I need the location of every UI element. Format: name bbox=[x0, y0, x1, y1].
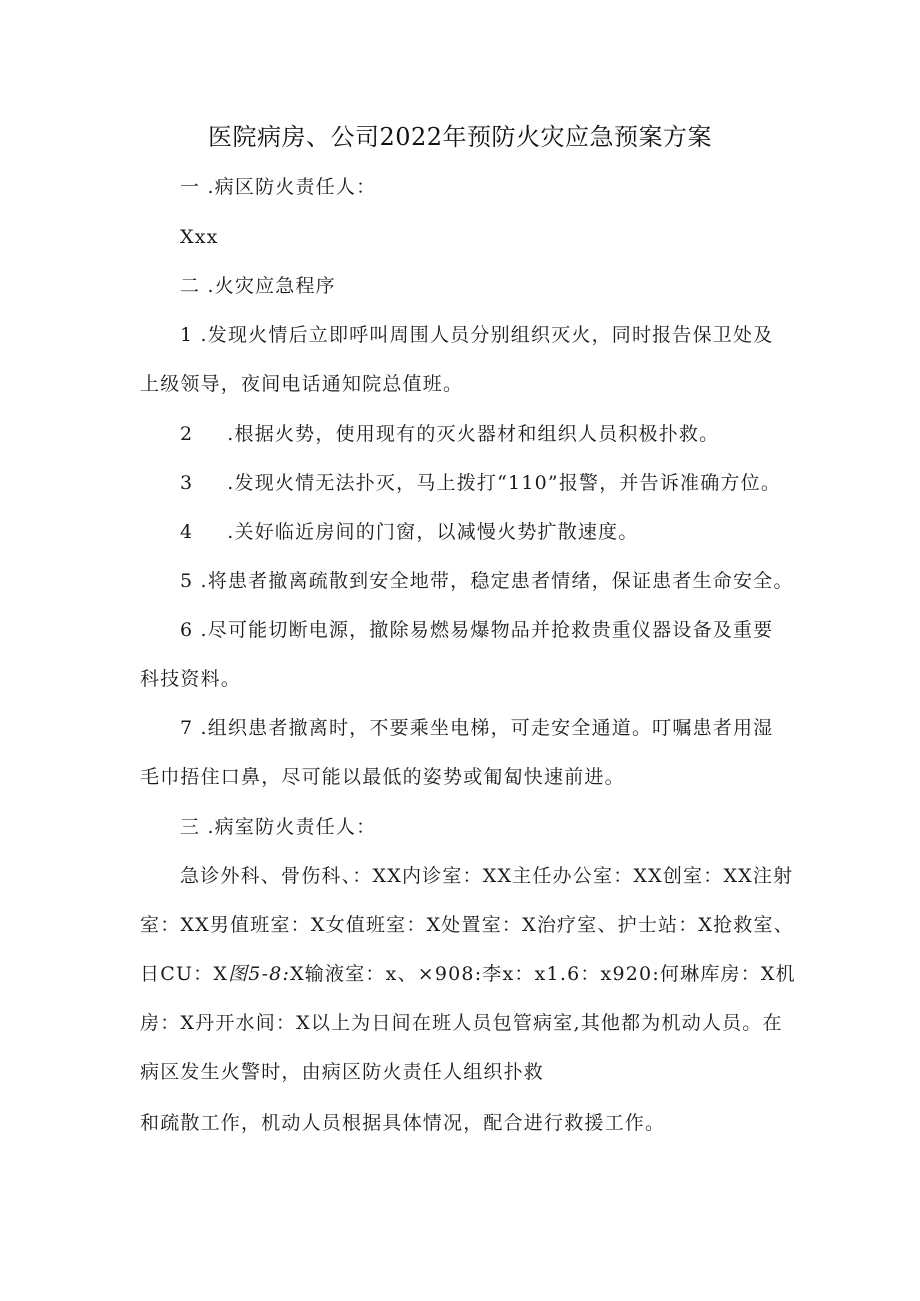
p3-line3-end: X输液室：x、×908:李x：x1.6：x920:何琳库房：X机 bbox=[290, 963, 796, 985]
item2 bbox=[180, 421, 719, 447]
item7-line1: 7 .组织患者撤离时，不要乘坐电梯，可走安全通道。叮嘱患者用湿 bbox=[180, 717, 774, 739]
figure-reference: 图5-8: bbox=[228, 963, 291, 985]
item1-line2: 上级领导，夜间电话通知院总值班。 bbox=[140, 373, 464, 395]
item3-number: 3 bbox=[180, 472, 194, 494]
item7-line2: 毛巾捂住口鼻，尽可能以最低的姿势或匍匐快速前进。 bbox=[140, 766, 625, 788]
item2-text: .根据火势，使用现有的灭火器材和组织人员积极扑救。 bbox=[227, 423, 720, 445]
p3-line3 bbox=[140, 961, 796, 987]
item2-number: 2 bbox=[180, 423, 194, 445]
section1-heading: 一 .病区防火责任人： bbox=[180, 176, 377, 198]
item6-line2: 科技资料。 bbox=[140, 668, 242, 690]
document-title: 医院病房、公司2022年预防火灾应急预案方案 bbox=[207, 123, 713, 151]
item3-text: .发现火情无法扑灭，马上拨打“110”报警，并告诉准确方位。 bbox=[227, 472, 782, 494]
section1-person: Xxx bbox=[180, 226, 219, 248]
p3-line5: 病区发生火警时，由病区防火责任人组织扑救 bbox=[140, 1061, 545, 1083]
p3-line3-start: 日CU：X bbox=[140, 963, 229, 985]
item1-line1: 1 .发现火情后立即呼叫周围人员分别组织灭火，同时报告保卫处及 bbox=[180, 324, 774, 346]
item4-number: 4 bbox=[180, 521, 194, 543]
item5: 5 .将患者撤离疏散到安全地带，稳定患者情绪，保证患者生命安全。 bbox=[180, 570, 794, 592]
item3 bbox=[180, 470, 781, 496]
item4 bbox=[180, 519, 639, 545]
item4-text: .关好临近房间的门窗，以减慢火势扩散速度。 bbox=[227, 521, 639, 543]
p3-line4: 房：X丹开水间：X以上为日间在班人员包管病室,其他都为机动人员。在 bbox=[140, 1012, 783, 1034]
item6-line1: 6 .尽可能切断电源，撤除易燃易爆物品并抢救贵重仪器设备及重要 bbox=[180, 619, 774, 641]
p3-line1: 急诊外科、骨伤科、：XX内诊室：XX主任办公室：XX创室：XX注射 bbox=[180, 865, 794, 887]
p4-line1: 和疏散工作，机动人员根据具体情况，配合进行救援工作。 bbox=[140, 1112, 666, 1134]
p3-line2: 室：XX男值班室：X女值班室：X处置室：X治疗室、护士站：X抢救室、 bbox=[140, 914, 794, 936]
section3-heading: 三 .病室防火责任人： bbox=[180, 816, 377, 838]
section2-heading: 二 .火灾应急程序 bbox=[180, 275, 336, 297]
